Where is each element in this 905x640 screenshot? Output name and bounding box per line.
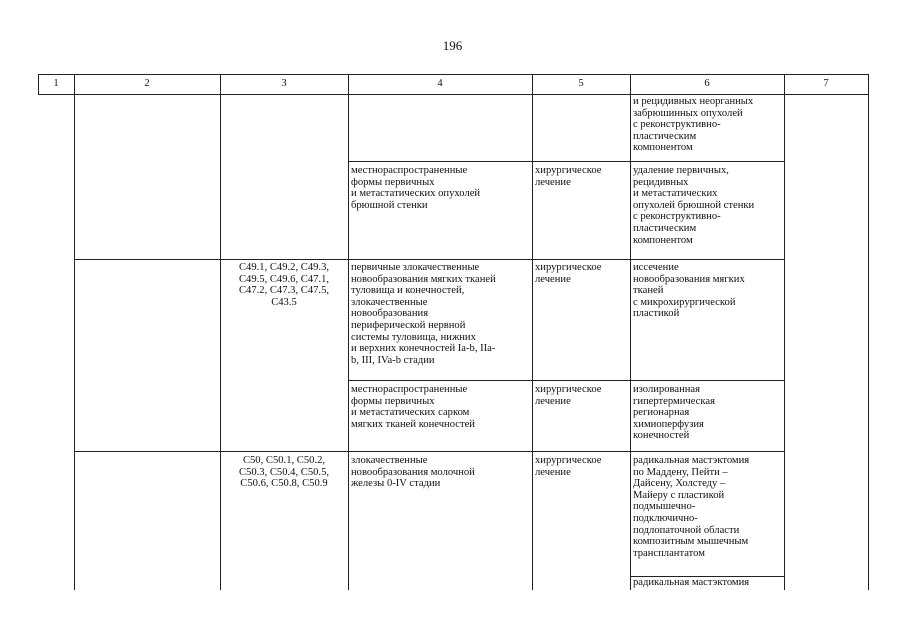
cell-r5-c4: злокачественные новообразования молочной железы 0-IV стадии [351,455,475,490]
col-rule-3 [220,74,221,590]
rule-row-3 [348,380,784,381]
col-rule-8 [868,74,869,590]
cell-r5-c5: хирургическое лечение [535,455,602,478]
page-number: 196 [442,38,463,53]
col-rule-2 [74,74,75,590]
cell-r3-c5: хирургическое лечение [535,262,602,285]
cell-r3-c6: иссечение новообразования мягких тканей с микрохирургической пластикой [633,262,745,320]
col-rule-5 [532,74,533,590]
cell-r5-c6: радикальная мастэктомия по Маддену, Пейти – Дайсену, Холстеду – Майеру с пластикой подмышечно- подключично- подлопаточной области композитным мышечным трансплантатом [633,455,750,559]
header-col-1: 1 [53,78,59,89]
header-col-6: 6 [704,78,710,89]
cell-r2-c4: местнораспространенные формы первичных и метастатических опухолей брюшной стенки [351,165,481,211]
cell-r1-c6: и рецидивных неорганных забрюшинных опухолей с реконструктивно- пластическим компонентом [633,96,754,154]
rule-row-1 [348,161,784,162]
cell-r2-c5: хирургическое лечение [535,165,602,188]
rule-header-bottom [38,94,869,95]
rule-row-4 [74,451,784,452]
header-col-4: 4 [437,78,443,89]
cell-r4-c4: местнораспространенные формы первичных и метастатических сарком мягких тканей конечностей [351,384,475,430]
col-rule-1 [38,74,39,95]
cell-r3-c4: первичные злокачественные новообразования мягких тканей туловища и конечностей, злокачественные новообразования периферической нервной системы туловища, нижних и верхних конечностей Ia-b, IIa- b, III, IVa-b стадии [351,262,496,366]
header-col-2: 2 [144,78,150,89]
cell-r6-c6: радикальная мастэктомия [633,577,750,588]
rule-row-2 [74,259,784,260]
cell-r5-c3: C50, C50.1, C50.2, C50.3, C50.4, C50.5, C50.6, C50.8, C50.9 [238,455,330,490]
cell-r2-c6: удаление первичных, рецидивных и метастатических опухолей брюшной стенки с реконструктивно- пластическим компонентом [633,165,755,246]
cell-r4-c6: изолированная гипертермическая регионарная химиоперфузия конечностей [633,384,715,442]
header-col-3: 3 [281,78,287,89]
col-rule-4 [348,74,349,590]
col-rule-6 [630,74,631,590]
header-col-7: 7 [823,78,829,89]
cell-r4-c5: хирургическое лечение [535,384,602,407]
rule-col7-top [784,94,869,95]
cell-r3-c3: C49.1, C49.2, C49.3, C49.5, C49.6, C47.1, C47.2, C47.3, C47.5, C43.5 [238,262,330,308]
col-rule-7 [784,74,785,590]
header-col-5: 5 [578,78,584,89]
rule-top [38,74,869,75]
